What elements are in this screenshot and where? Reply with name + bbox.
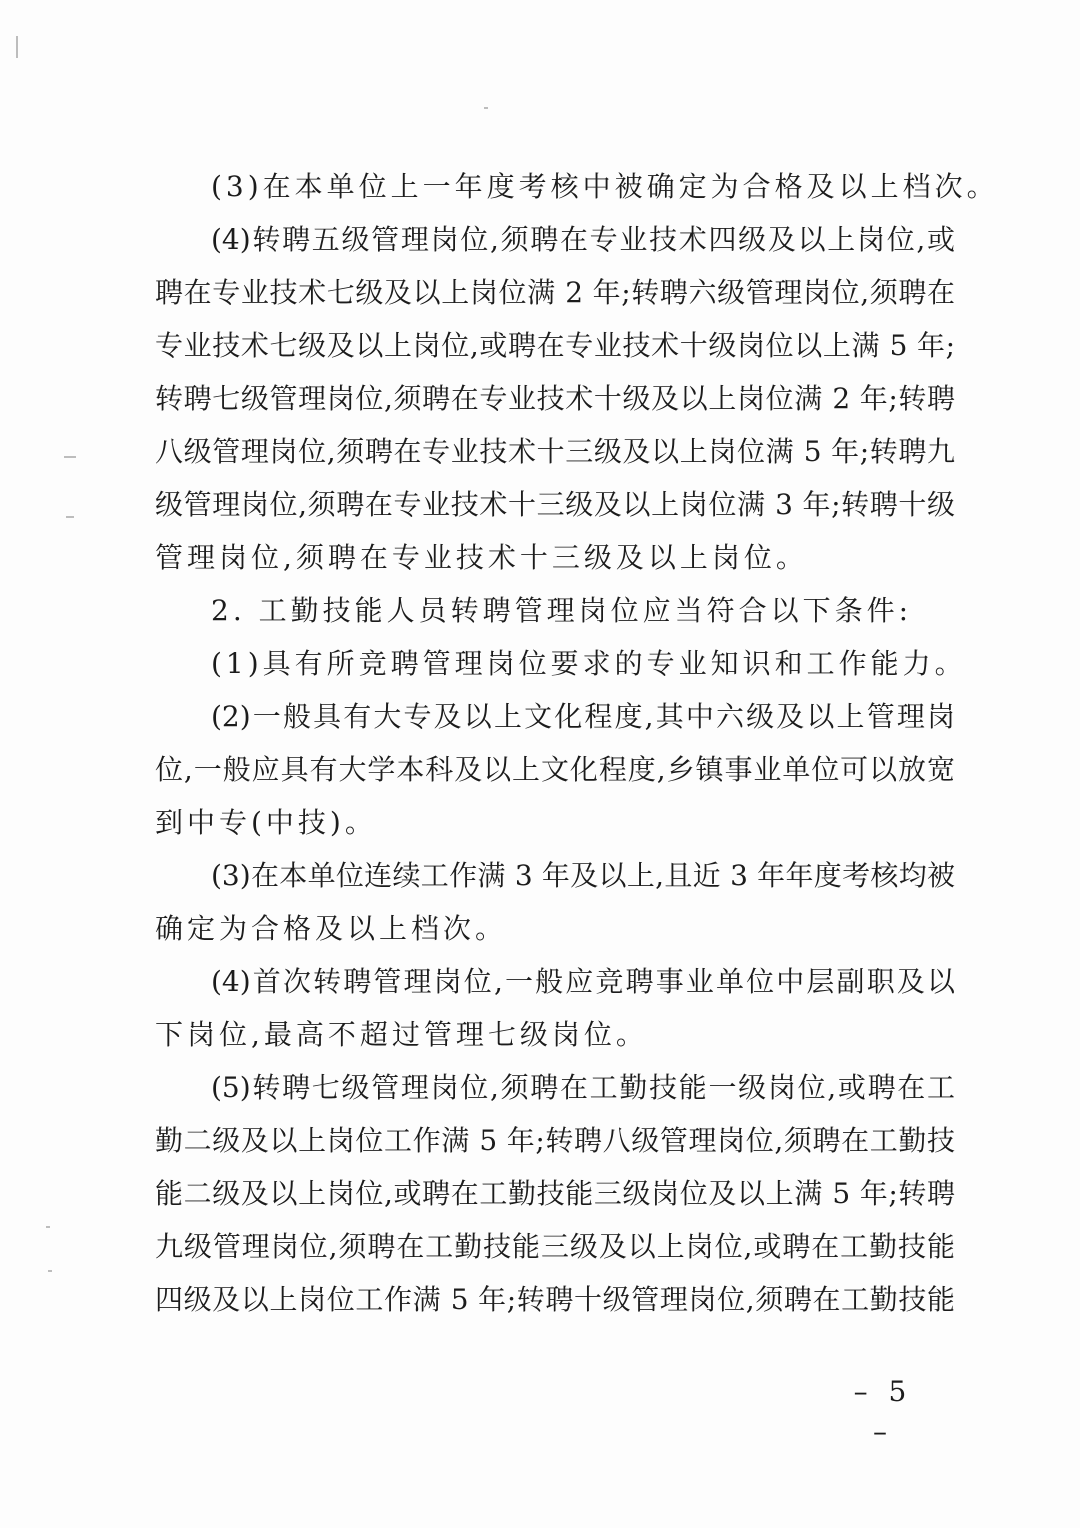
text-line: (2)一般具有大专及以上文化程度,其中六级及以上管理岗 [211, 700, 955, 733]
text-line: (1)具有所竞聘管理岗位要求的专业知识和工作能力。 [211, 647, 967, 680]
scan-mark [48, 1270, 52, 1272]
text-line: 位,一般应具有大学本科及以上文化程度,乡镇事业单位可以放宽 [155, 753, 955, 786]
text-line: (3)在本单位上一年度考核中被确定为合格及以上档次。 [211, 170, 999, 203]
text-line: 勤二级及以上岗位工作满 5 年;转聘八级管理岗位,须聘在工勤技 [155, 1124, 955, 1157]
page-number: – 5 – [853, 1375, 913, 1448]
text-line: (4)首次转聘管理岗位,一般应竞聘事业单位中层副职及以 [211, 965, 955, 998]
text-line: 八级管理岗位,须聘在专业技术十三级及以上岗位满 5 年;转聘九 [155, 435, 955, 468]
text-line: (5)转聘七级管理岗位,须聘在工勤技能一级岗位,或聘在工 [211, 1071, 955, 1104]
document-body [155, 160, 999, 1326]
text-line: 到中专(中技)。 [155, 806, 377, 839]
scan-mark [64, 456, 76, 458]
text-line: 级管理岗位,须聘在专业技术十三级及以上岗位满 3 年;转聘十级 [155, 488, 955, 521]
text-line: 聘在专业技术七级及以上岗位满 2 年;转聘六级管理岗位,须聘在 [155, 276, 955, 309]
text-line: 专业技术七级及以上岗位,或聘在专业技术十级岗位以上满 5 年; [155, 329, 955, 362]
scan-mark [66, 516, 74, 518]
scan-mark [16, 36, 18, 58]
text-line: 四级及以上岗位工作满 5 年;转聘十级管理岗位,须聘在工勤技能 [155, 1283, 955, 1316]
text-line: 管理岗位,须聘在专业技术十三级及以上岗位。 [155, 541, 808, 574]
text-line: 2. 工勤技能人员转聘管理岗位应当符合以下条件: [211, 594, 913, 627]
text-line: (3)在本单位连续工作满 3 年及以上,且近 3 年年度考核均被 [211, 859, 955, 892]
scan-mark [46, 1226, 50, 1228]
text-line: 转聘七级管理岗位,须聘在专业技术十级及以上岗位满 2 年;转聘 [155, 382, 955, 415]
text-line: 确定为合格及以上档次。 [155, 912, 508, 945]
text-line: 能二级及以上岗位,或聘在工勤技能三级岗位及以上满 5 年;转聘 [155, 1177, 955, 1210]
scan-mark [484, 107, 488, 109]
text-line: 九级管理岗位,须聘在工勤技能三级及以上岗位,或聘在工勤技能 [155, 1230, 955, 1263]
text-line: (4)转聘五级管理岗位,须聘在专业技术四级及以上岗位,或 [211, 223, 955, 256]
text-line: 下岗位,最高不超过管理七级岗位。 [155, 1018, 648, 1051]
